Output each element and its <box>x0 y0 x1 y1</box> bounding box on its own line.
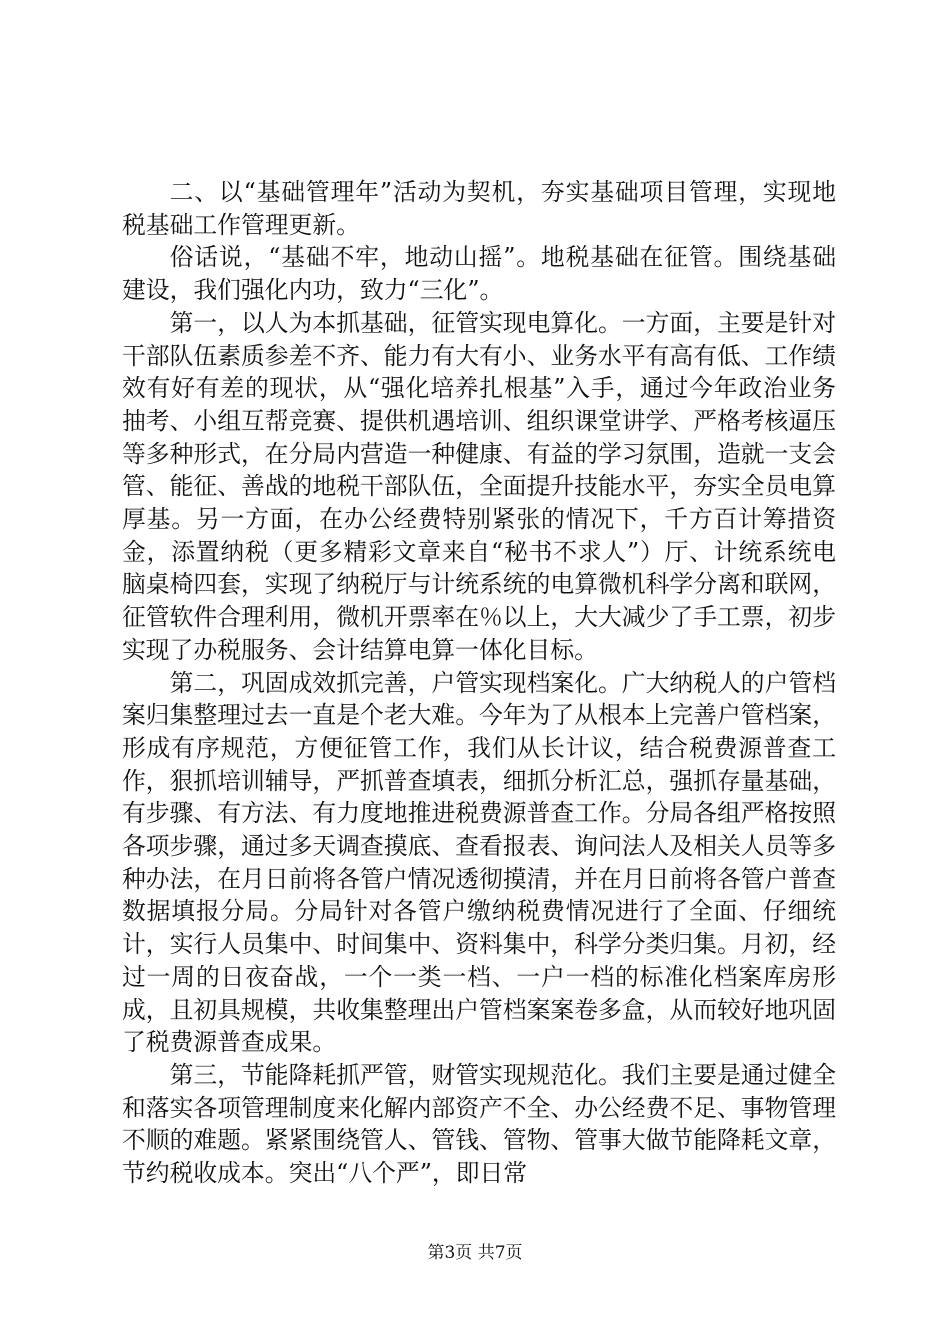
body-paragraph: 第二，巩固成效抓完善，户管实现档案化。广大纳税人的户管档案归集整理过去一直是个老大难。今年为了从根本上完善户管档案，形成有序规范，方便征管工作，我们从长计议，结合税费源普查工作，狠抓培训辅导，严抓普查填表，细抓分析汇总，强抓存量基础，有步骤、有方法、有力度地推进税费源普查工作。分局各组严格按照各项步骤，通过多天调查摸底、查看报表、询问法人及相关人员等多种办法，在月日前将各管户情况透彻摸清，并在月日前将各管户普查数据填报分局。分局针对各管户缴纳税费情况进行了全面、仔细统计，实行人员集中、时间集中、资料集中，科学分类归集。月初，经过一周的日夜奋战，一个一类一档、一户一档的标准化档案库房形成，且初具规模，共收集整理出户管档案案卷多盒，从而较好地巩固了税费源普查成果。 <box>122 668 836 1057</box>
section-heading-paragraph: 二、以“基础管理年”活动为契机，夯实基础项目管理，实现地税基础工作管理更新。 <box>122 178 836 239</box>
document-body <box>122 176 836 1190</box>
body-paragraph: 第一，以人为本抓基础，征管实现电算化。一方面，主要是针对干部队伍素质参差不齐、能力有大有小、业务水平有高有低、工作绩效有好有差的现状，从“强化培养扎根基”入手，通过今年政治业务抽考、小组互帮竞赛、提供机遇培训、组织课堂讲学、严格考核逼压等多种形式，在分局内营造一种健康、有益的学习氛围，造就一支会管、能征、善战的地税干部队伍，全面提升技能水平，夯实全员电算厚基。另一方面，在办公经费特别紧张的情况下，千方百计筹措资金，添置纳税（更多精彩文章来自“秘书不求人”）厅、计统系统电脑桌椅四套，实现了纳税厅与计统系统的电算微机科学分离和联网，征管软件合理利用，微机开票率在％以上，大大减少了手工票，初步实现了办税服务、会计结算电算一体化目标。 <box>122 308 836 664</box>
body-paragraph: 第三，节能降耗抓严管，财管实现规范化。我们主要是通过健全和落实各项管理制度来化解内部资产不全、办公经费不足、事物管理不顺的难题。紧紧围绕管人、管钱、管物、管事大做节能降耗文章，节约税收成本。突出“八个严”，即日常 <box>122 1060 836 1188</box>
page-number-footer: 第3页 共7页 <box>427 1243 523 1263</box>
body-paragraph: 俗话说，“基础不牢，地动山摇”。地税基础在征管。围绕基础建设，我们强化内功，致力“三化”。 <box>122 243 836 305</box>
